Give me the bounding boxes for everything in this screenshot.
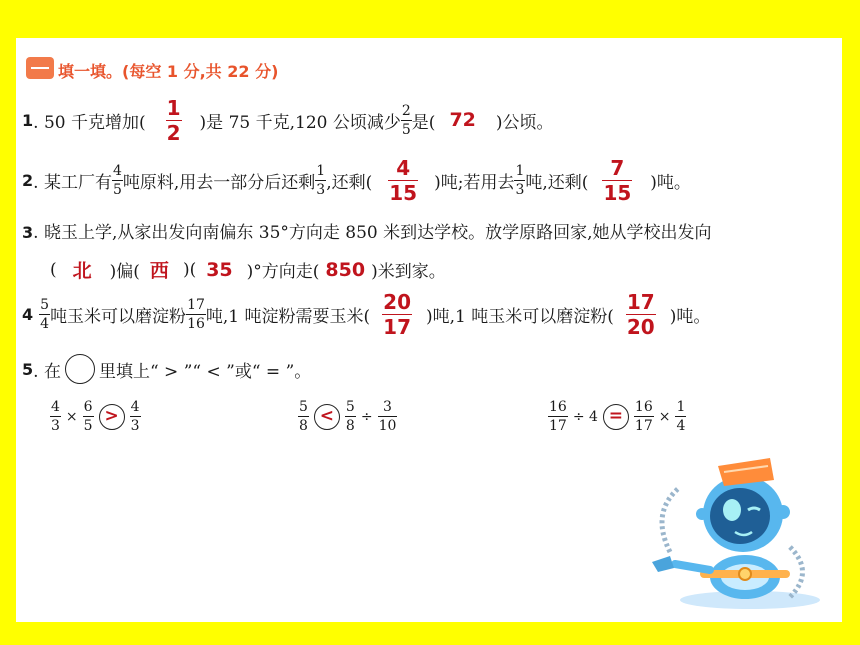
answer-fraction: $\frac{4}{15}$ (389, 155, 418, 205)
comparison-2: $\frac{5}{8}$ < $\frac{5}{8}$ ÷ $\frac{3}{10}$ (299, 399, 397, 434)
question-2: 2 . 某工厂有 $\frac{4}{5}$ 吨原料,用去一部分后还剩 $\frac{1}{3}$ ,还剩( $\frac{4}{15}$ )吨;若用去 $\frac{1}{3}$ 吨,还剩( $\frac{7}{15}$ )吨。 (22, 155, 691, 205)
fraction: $\frac{17}{16}$ (187, 296, 205, 332)
fraction: $\frac{4}{5}$ (112, 162, 122, 198)
comparison-3: $\frac{16}{17}$ ÷ 4 = $\frac{16}{17}$ × $\frac{1}{4}$ (549, 399, 686, 434)
answer-fraction: $\frac{17}{20}$ (626, 289, 655, 339)
question-3-line-2: ( 北 )偏( 西 )( 35 )°方向走( 850 )米到家。 (50, 256, 446, 283)
answer-circle: < (314, 404, 340, 430)
question-1: 1 . 50 千克增加( $\frac{1}{2}$ )是 75 千克,120 公顷减少 $\frac{2}{5}$ 是( 72 )公顷。 (22, 95, 554, 145)
robot-mascot-icon (640, 452, 830, 612)
question-number: 2 (22, 170, 34, 190)
comparison-1: $\frac{4}{3}$ × $\frac{6}{5}$ > $\frac{4}{3}$ (51, 399, 140, 434)
answer-fraction: $\frac{20}{17}$ (383, 289, 411, 339)
answer-value: 35 (206, 258, 233, 281)
answer-value: 北 (72, 260, 92, 282)
fraction: $\frac{1}{3}$ (316, 162, 326, 198)
fraction: $\frac{5}{4}$ (40, 296, 50, 332)
answer-fraction: $\frac{1}{2}$ (166, 95, 181, 145)
answer-value: 72 (449, 109, 476, 131)
question-number: 5 (22, 359, 34, 379)
answer-circle: = (603, 404, 629, 430)
section-badge-icon (26, 57, 54, 79)
question-3-line-1: 3. 晓玉上学,从家出发向南偏东 35°方向走 850 米到达学校。放学原路回家,她从学校出发向 (22, 223, 712, 243)
fraction: $\frac{2}{5}$ (401, 102, 411, 138)
question-5: 5 . 在 里填上“ > ”“ < ”或“ = ”。 (22, 354, 311, 384)
question-4: 4 $\frac{5}{4}$ 吨玉米可以磨淀粉 $\frac{17}{16}$ 吨,1 吨淀粉需要玉米( $\frac{20}{17}$ )吨,1 吨玉米可以磨淀粉( $\frac{17}{20}$ )吨。 (22, 289, 711, 339)
fraction: $\frac{1}{3}$ (515, 162, 525, 198)
empty-circle-icon (65, 354, 95, 384)
answer-circle: > (99, 404, 125, 430)
question-number: 3 (22, 223, 34, 242)
section-title: 填一填。(每空 1 分,共 22 分) (58, 62, 279, 81)
question-number: 4 (22, 304, 34, 324)
answer-value: 西 (149, 260, 169, 282)
question-number: 1 (22, 110, 34, 130)
answer-fraction: $\frac{7}{15}$ (603, 155, 632, 205)
answer-value: 850 (325, 258, 366, 281)
